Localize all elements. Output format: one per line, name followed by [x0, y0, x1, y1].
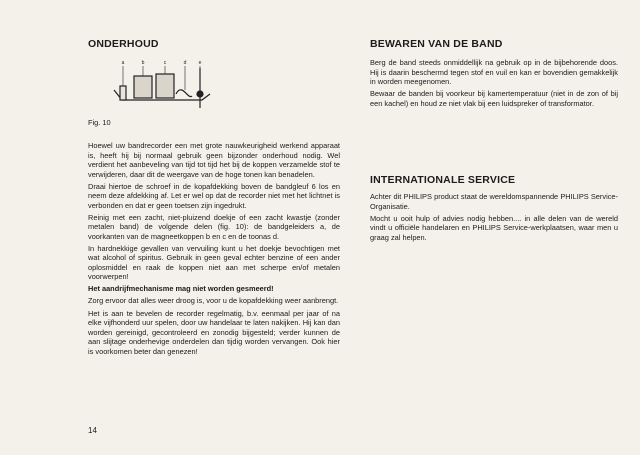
- paragraph: Het is aan te bevelen de recorder regelmatig, b.v. eenmaal per jaar of na elke vijfhonderd uur spelen, door uw handelaar te laten nakijken. Hij kan dan worden gereinigd, gecontroleerd en zonodig bijgesteld; verder kunnen de aan slijtage onderhevige onderdelen dan tijdig worden vervangen. Ook hier is voorkomen beter dan genezen!: [88, 308, 340, 356]
- onderhoud-body: [88, 141, 340, 359]
- service-body: [370, 192, 618, 245]
- figure-caption: Fig. 10: [88, 118, 111, 127]
- head-cleaning-diagram: [112, 56, 212, 114]
- paragraph: Hoewel uw bandrecorder een met grote nauwkeurigheid werkend apparaat is, heeft hij bij normaal gebruik geen bijzonder onderhoud nodig. Wel verdient het aanbeveling van tijd tot tijd het bij de koppen verzamelde stof te verwijderen, daar dit de weergave van de hoge tonen kan benadelen.: [88, 141, 340, 179]
- section-heading-bewaren: BEWAREN VAN DE BAND: [370, 38, 503, 50]
- page-number: 14: [88, 426, 97, 435]
- bewaren-body: [370, 58, 618, 111]
- paragraph: Berg de band steeds onmiddellijk na gebruik op in de bijbehorende doos. Hij is daarin beschermd tegen stof en vuil en kan er bovendien gemakkelijk in worden meegenomen.: [370, 58, 618, 86]
- figure-letter-c: c: [163, 60, 167, 66]
- paragraph: Mocht u ooit hulp of advies nodig hebben.... in alle delen van de wereld vindt u officiële handelaren en PHILIPS Service-werkplaatsen, waar men u graag zal helpen.: [370, 213, 618, 242]
- figure-letter-a: a: [121, 60, 125, 66]
- paragraph: Draai hiertoe de schroef in de kopafdekking boven de bandgleuf 6 los en neem deze afdekking af. Let er wel op dat de recorder niet met het lichtnet is verbonden en dat er geen toetsen zijn ingedrukt.: [88, 181, 340, 210]
- paragraph: Bewaar de banden bij voorkeur bij kamertemperatuur (niet in de zon of bij een kachel) en houd ze niet vlak bij een luidspreker of transformator.: [370, 89, 618, 108]
- paragraph: Reinig met een zacht, niet-pluizend doekje of een zacht kwastje (zonder metalen band) de volgende delen (fig. 10): de bandgeleiders a, de voorkanten van de magneetkoppen b en c en de toonas d.: [88, 212, 340, 241]
- section-heading-service: INTERNATIONALE SERVICE: [370, 174, 516, 186]
- figure-letter-b: b: [141, 60, 145, 66]
- section-heading-onderhoud: ONDERHOUD: [88, 38, 159, 50]
- paragraph: In hardnekkige gevallen van vervuiling kunt u het doekje bevochtigen met wat alcohol of spiritus. Gebruik in geen geval echter benzine of een ander oplosmiddel en raak de koppen niet aan met scherpe en/of metalen voorwerpen!: [88, 243, 340, 282]
- paragraph: Zorg ervoor dat alles weer droog is, voor u de kopafdekking weer aanbrengt.: [88, 296, 339, 306]
- figure-letter-d: d: [183, 60, 187, 66]
- figure-letter-e: e: [198, 60, 202, 66]
- paragraph: Achter dit PHILIPS product staat de wereldomspannende PHILIPS Service-Organisatie.: [370, 192, 618, 211]
- warning-paragraph: Het aandrijfmechanisme mag niet worden gesmeerd!: [88, 284, 274, 294]
